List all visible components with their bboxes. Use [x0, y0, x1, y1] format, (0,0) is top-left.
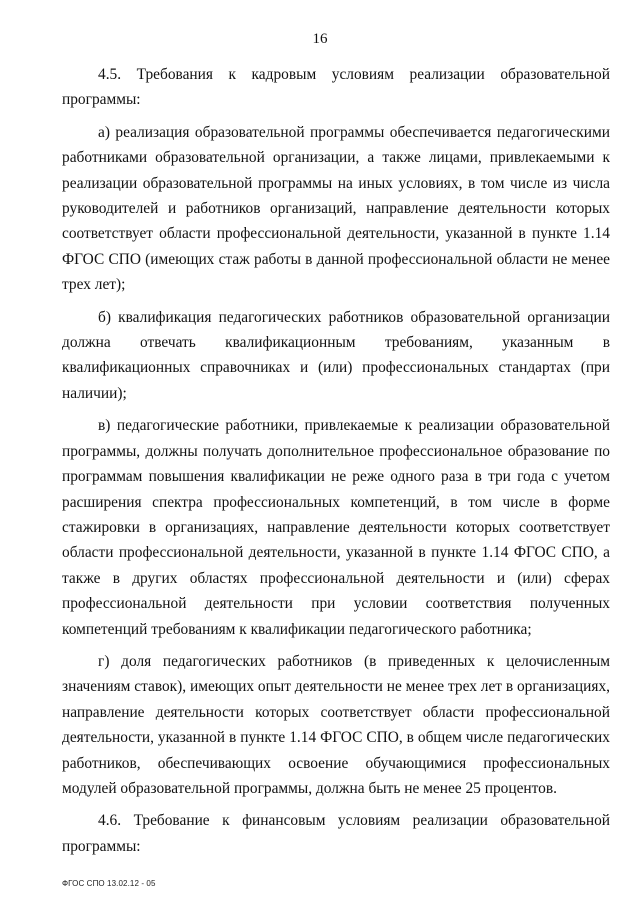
- paragraph-v: в) педагогические работники, привлекаемые к реализации образовательной программы, должны получать дополнительное профессиональное образование по программам повышения квалификации не реже одного раза в три года с учетом расширения спектра профессиональных компетенций, в том числе в форме стажировки в организациях, направление деятельности которых соответствует области профессиональной деятельности, указанной в пункте 1.14 ФГОС СПО, а также в других областях профессиональной деятельности и (или) сферах профессиональной деятельности при условии соответствия полученных компетенций требованиям к квалификации педагогического работника;: [62, 417, 610, 638]
- section-4-5-heading: 4.5. Требования к кадровым условиям реализации образовательной программы:: [62, 66, 610, 109]
- page-number: 16: [312, 31, 328, 47]
- document-body: [62, 62, 610, 866]
- paragraph-g: г) доля педагогических работников (в приведенных к целочисленным значениям ставок), имеющих опыт деятельности не менее трех лет в организациях, направление деятельности которых соответствует области профессиональной деятельности, указанной в пункте 1.14 ФГОС СПО, в общем числе педагогических работников, обеспечивающих освоение обучающимися профессиональных модулей образовательной программы, должна быть не менее 25 процентов.: [62, 652, 610, 797]
- paragraph-a: а) реализация образовательной программы обеспечивается педагогическими работниками образовательной организации, а также лицами, привлекаемыми к реализации образовательной программы на иных условиях, в том числе из числа руководителей и работников организаций, направление деятельности которых соответствует области профессиональной деятельности, указанной в пункте 1.14 ФГОС СПО (имеющих стаж работы в данной профессиональной области не менее трех лет);: [62, 123, 610, 294]
- section-4-6-heading: 4.6. Требование к финансовым условиям реализации образовательной программы:: [62, 812, 610, 855]
- footer-document-code: ФГОС СПО 13.02.12 - 05: [62, 879, 156, 888]
- paragraph-b: б) квалификация педагогических работников образовательной организации должна отвечать квалификационным требованиям, указанным в квалификационных справочниках и (или) профессиональных стандартах (при наличии);: [62, 308, 610, 402]
